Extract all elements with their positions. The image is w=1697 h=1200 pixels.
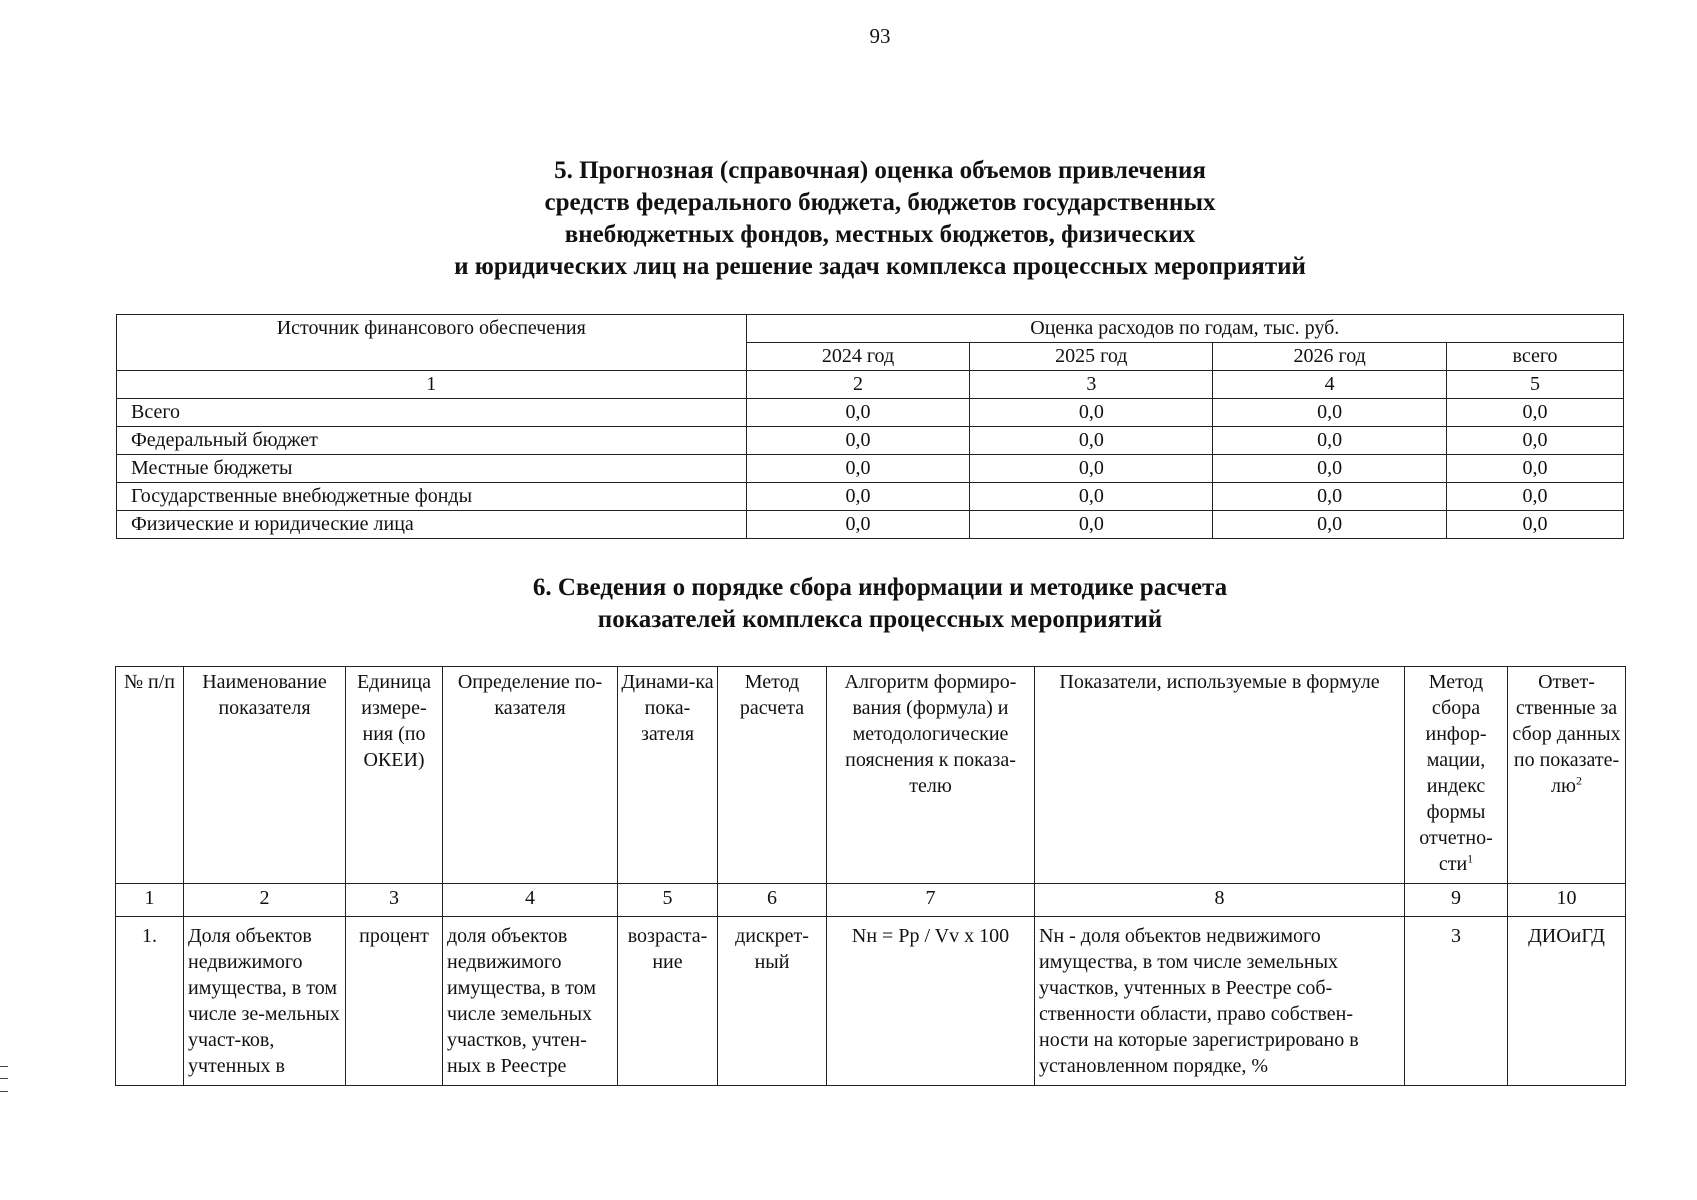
value-cell: 0,0: [1447, 511, 1624, 539]
dynamics-cell: возраста-ние: [618, 917, 718, 1086]
source-cell: Всего: [117, 399, 747, 427]
header-total: всего: [1447, 343, 1624, 371]
header-cell: Алгоритм формиро-вания (формула) и методологические пояснения к показа-телю: [827, 667, 1035, 884]
method-cell: дискрет-ный: [718, 917, 827, 1086]
value-cell: 0,0: [746, 511, 970, 539]
value-cell: 0,0: [1213, 399, 1447, 427]
footnote-mark: 2: [1575, 773, 1582, 788]
title-line: внебюджетных фондов, местных бюджетов, физических: [564, 221, 1196, 248]
source-cell: Физические и юридические лица: [117, 511, 747, 539]
indicator-name: Доля объектов недвижимого имущества, в том числе зе-мельных участ-ков, учтенных в: [184, 917, 346, 1086]
row-number: 1.: [116, 917, 184, 1086]
col-number: 1: [116, 884, 184, 917]
table-row: [116, 917, 1626, 1086]
source-cell: Федеральный бюджет: [117, 427, 747, 455]
col-number: 4: [443, 884, 618, 917]
header-cell: [1508, 667, 1626, 884]
value-cell: 0,0: [746, 455, 970, 483]
header-cell: Наименование показателя: [184, 667, 346, 884]
responsible-cell: ДИОиГД: [1508, 917, 1626, 1086]
title-line: 6. Сведения о порядке сбора информации и методике расчета: [532, 574, 1228, 601]
header-cell: № п/п: [116, 667, 184, 884]
footnote-mark: 1: [1467, 851, 1474, 866]
table-row: [117, 399, 1624, 427]
col-number: 6: [718, 884, 827, 917]
value-cell: 0,0: [970, 483, 1213, 511]
col-number: 3: [346, 884, 443, 917]
value-cell: 0,0: [1213, 427, 1447, 455]
title-line: средств федерального бюджета, бюджетов государственных: [544, 189, 1216, 216]
col-number: 9: [1405, 884, 1508, 917]
formula-cell: Nн = Pp / Vv x 100: [827, 917, 1035, 1086]
value-cell: 0,0: [1213, 483, 1447, 511]
header-text: Ответ-ственные за сбор данных по показате-лю: [1512, 671, 1621, 797]
header-text: Метод сбора инфор-мации, индекс формы отчетно-сти: [1419, 671, 1493, 875]
header-cell: Показатели, используемые в формуле: [1035, 667, 1405, 884]
col-number: 2: [184, 884, 346, 917]
col-number: 5: [1447, 371, 1624, 399]
value-cell: 0,0: [1447, 455, 1624, 483]
col-number: 7: [827, 884, 1035, 917]
col-number: 2: [746, 371, 970, 399]
title-line: и юридических лиц на решение задач комплекса процессных мероприятий: [454, 253, 1306, 280]
col-number: 10: [1508, 884, 1626, 917]
title-line: показателей комплекса процессных мероприятий: [597, 606, 1163, 633]
header-year: 2024 год: [746, 343, 970, 371]
section6-title: [0, 572, 1697, 636]
value-cell: 0,0: [970, 511, 1213, 539]
header-cell: Определение по-казателя: [443, 667, 618, 884]
table-row: [117, 455, 1624, 483]
value-cell: 0,0: [746, 399, 970, 427]
margin-mark: [0, 1066, 8, 1092]
source-cell: Местные бюджеты: [117, 455, 747, 483]
value-cell: 0,0: [1447, 399, 1624, 427]
header-year: 2025 год: [970, 343, 1213, 371]
col-number: 8: [1035, 884, 1405, 917]
definition-cell: доля объектов недвижимого имущества, в том числе земельных участков, учтен-ных в Реестре: [443, 917, 618, 1086]
header-year: 2026 год: [1213, 343, 1447, 371]
table-row: [117, 427, 1624, 455]
value-cell: 0,0: [746, 483, 970, 511]
section5-title: [0, 155, 1697, 283]
page-number: 93: [869, 24, 891, 48]
col-number: 3: [970, 371, 1213, 399]
col-number: 5: [618, 884, 718, 917]
collection-cell: 3: [1405, 917, 1508, 1086]
methodology-table: [115, 666, 1626, 1086]
value-cell: 0,0: [1213, 511, 1447, 539]
source-cell: Государственные внебюджетные фонды: [117, 483, 747, 511]
value-cell: 0,0: [1447, 483, 1624, 511]
header-cell: Динами-ка пока-зателя: [618, 667, 718, 884]
table-row: [117, 511, 1624, 539]
value-cell: 0,0: [970, 399, 1213, 427]
col-number: 1: [117, 371, 747, 399]
funding-table: [116, 314, 1624, 539]
unit-cell: процент: [346, 917, 443, 1086]
value-cell: 0,0: [1213, 455, 1447, 483]
value-cell: 0,0: [1447, 427, 1624, 455]
value-cell: 0,0: [970, 427, 1213, 455]
value-cell: 0,0: [746, 427, 970, 455]
header-source: Источник финансового обеспечения: [117, 315, 747, 371]
value-cell: 0,0: [970, 455, 1213, 483]
header-cell: Метод расчета: [718, 667, 827, 884]
header-cell: Единица измере-ния (по ОКЕИ): [346, 667, 443, 884]
col-number: 4: [1213, 371, 1447, 399]
title-line: 5. Прогнозная (справочная) оценка объемов привлечения: [554, 157, 1206, 184]
header-cell: [1405, 667, 1508, 884]
indicators-cell: Nн - доля объектов недвижимого имущества, в том числе земельных участков, учтенных в Реестре соб-ственности области, право собствен-ности на которые зарегистрировано в установленном порядке, %: [1035, 917, 1405, 1086]
header-estimate: Оценка расходов по годам, тыс. руб.: [746, 315, 1623, 343]
table-row: [117, 483, 1624, 511]
